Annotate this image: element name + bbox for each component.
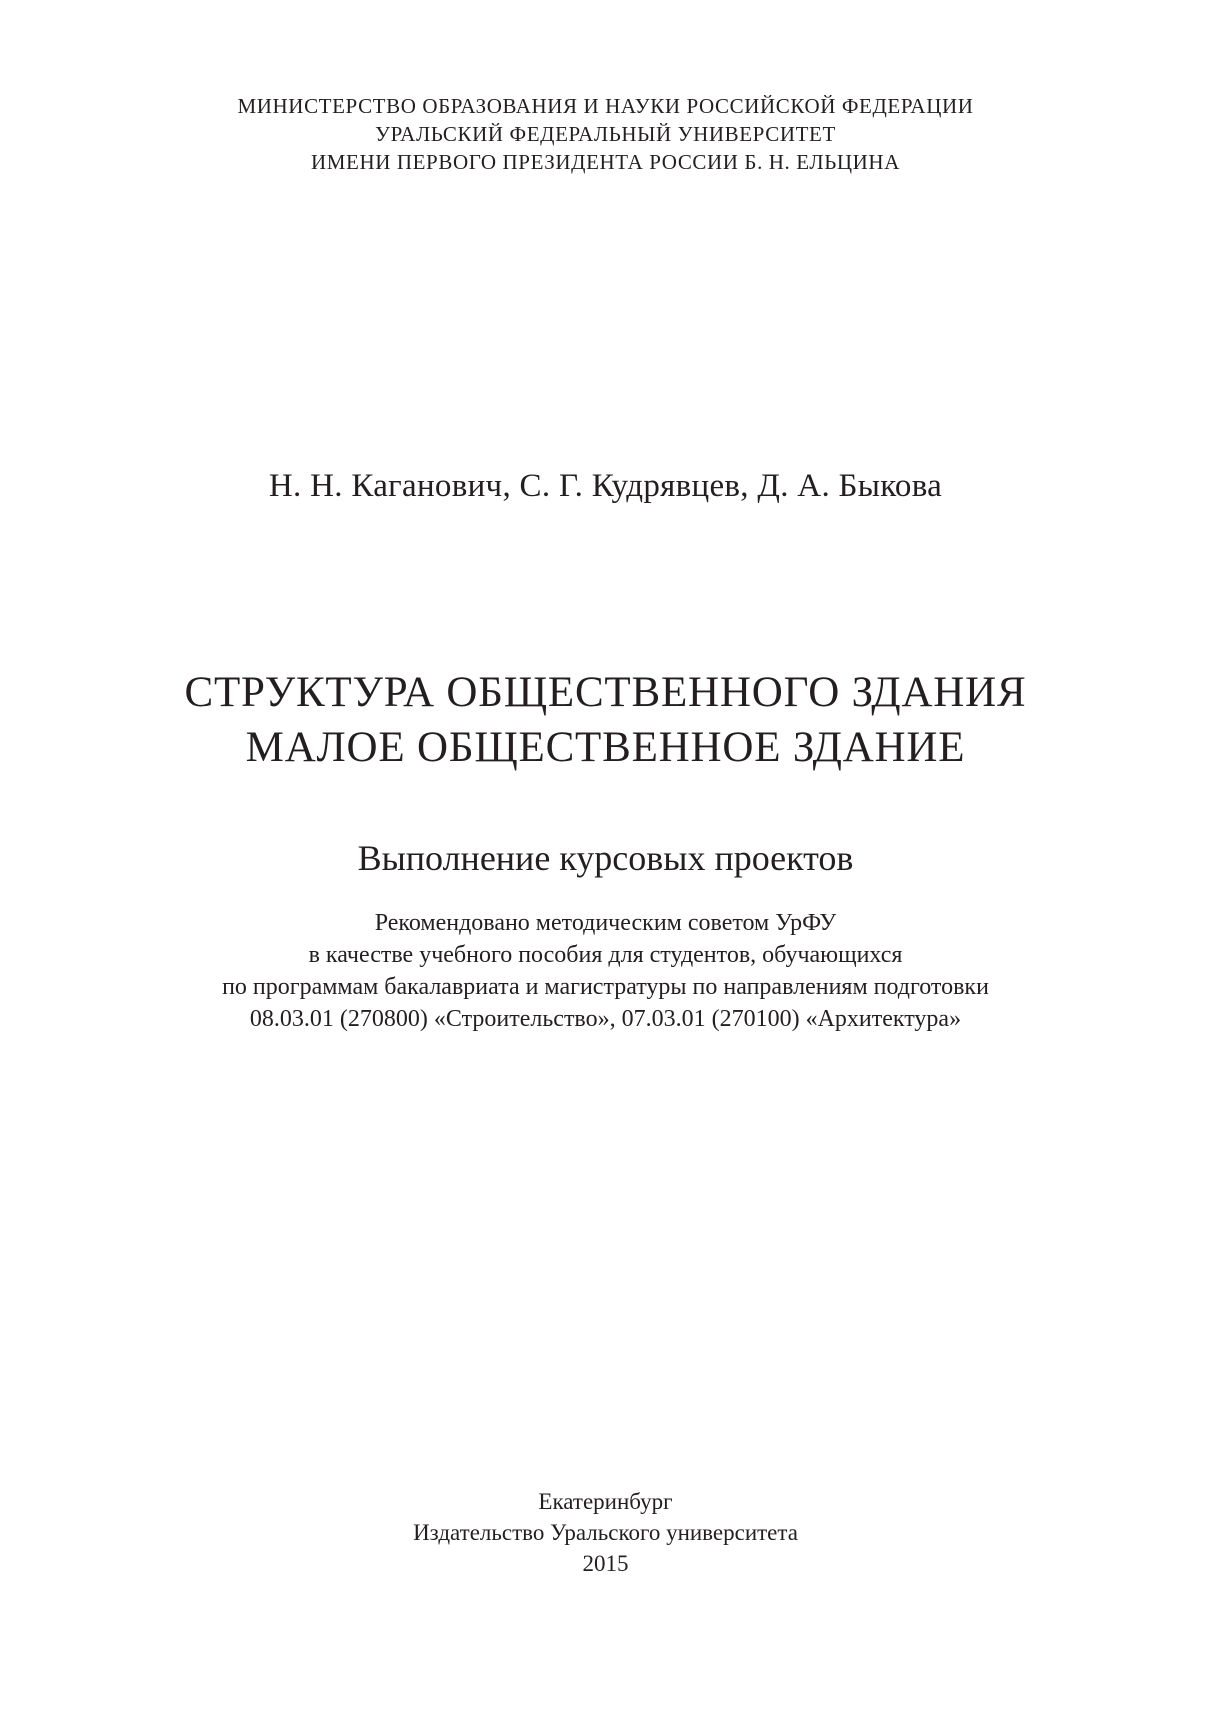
university-line: УРАЛЬСКИЙ ФЕДЕРАЛЬНЫЙ УНИВЕРСИТЕТ bbox=[375, 122, 836, 146]
imprint-city: Екатеринбург bbox=[538, 1489, 673, 1514]
title-line-1: СТРУКТУРА ОБЩЕСТВЕННОГО ЗДАНИЯ bbox=[184, 669, 1027, 716]
imprint-publisher: Издательство Уральского университета bbox=[413, 1520, 798, 1545]
recommendation-note bbox=[0, 907, 1211, 1035]
book-title bbox=[0, 665, 1211, 775]
recommendation-line-1: Рекомендовано методическим советом УрФУ bbox=[374, 910, 837, 936]
imprint bbox=[0, 1486, 1211, 1579]
institution-header bbox=[0, 92, 1211, 176]
imprint-year: 2015 bbox=[582, 1551, 629, 1576]
university-name-line: ИМЕНИ ПЕРВОГО ПРЕЗИДЕНТА РОССИИ Б. Н. ЕЛЬЦИНА bbox=[311, 150, 900, 174]
ministry-line: МИНИСТЕРСТВО ОБРАЗОВАНИЯ И НАУКИ РОССИЙСКОЙ ФЕДЕРАЦИИ bbox=[237, 94, 974, 118]
recommendation-line-4: 08.03.01 (270800) «Строительство», 07.03.01 (270100) «Архитектура» bbox=[249, 1006, 962, 1032]
book-subtitle: Выполнение курсовых проектов bbox=[357, 838, 854, 878]
authors: Н. Н. Каганович, С. Г. Кудрявцев, Д. А. Быкова bbox=[268, 468, 943, 504]
recommendation-line-3: по программам бакалавриата и магистратуры по направлениям подготовки bbox=[222, 974, 989, 1000]
recommendation-line-2: в качестве учебного пособия для студентов, обучающихся bbox=[308, 942, 903, 968]
title-line-2: МАЛОЕ ОБЩЕСТВЕННОЕ ЗДАНИЕ bbox=[245, 724, 966, 771]
